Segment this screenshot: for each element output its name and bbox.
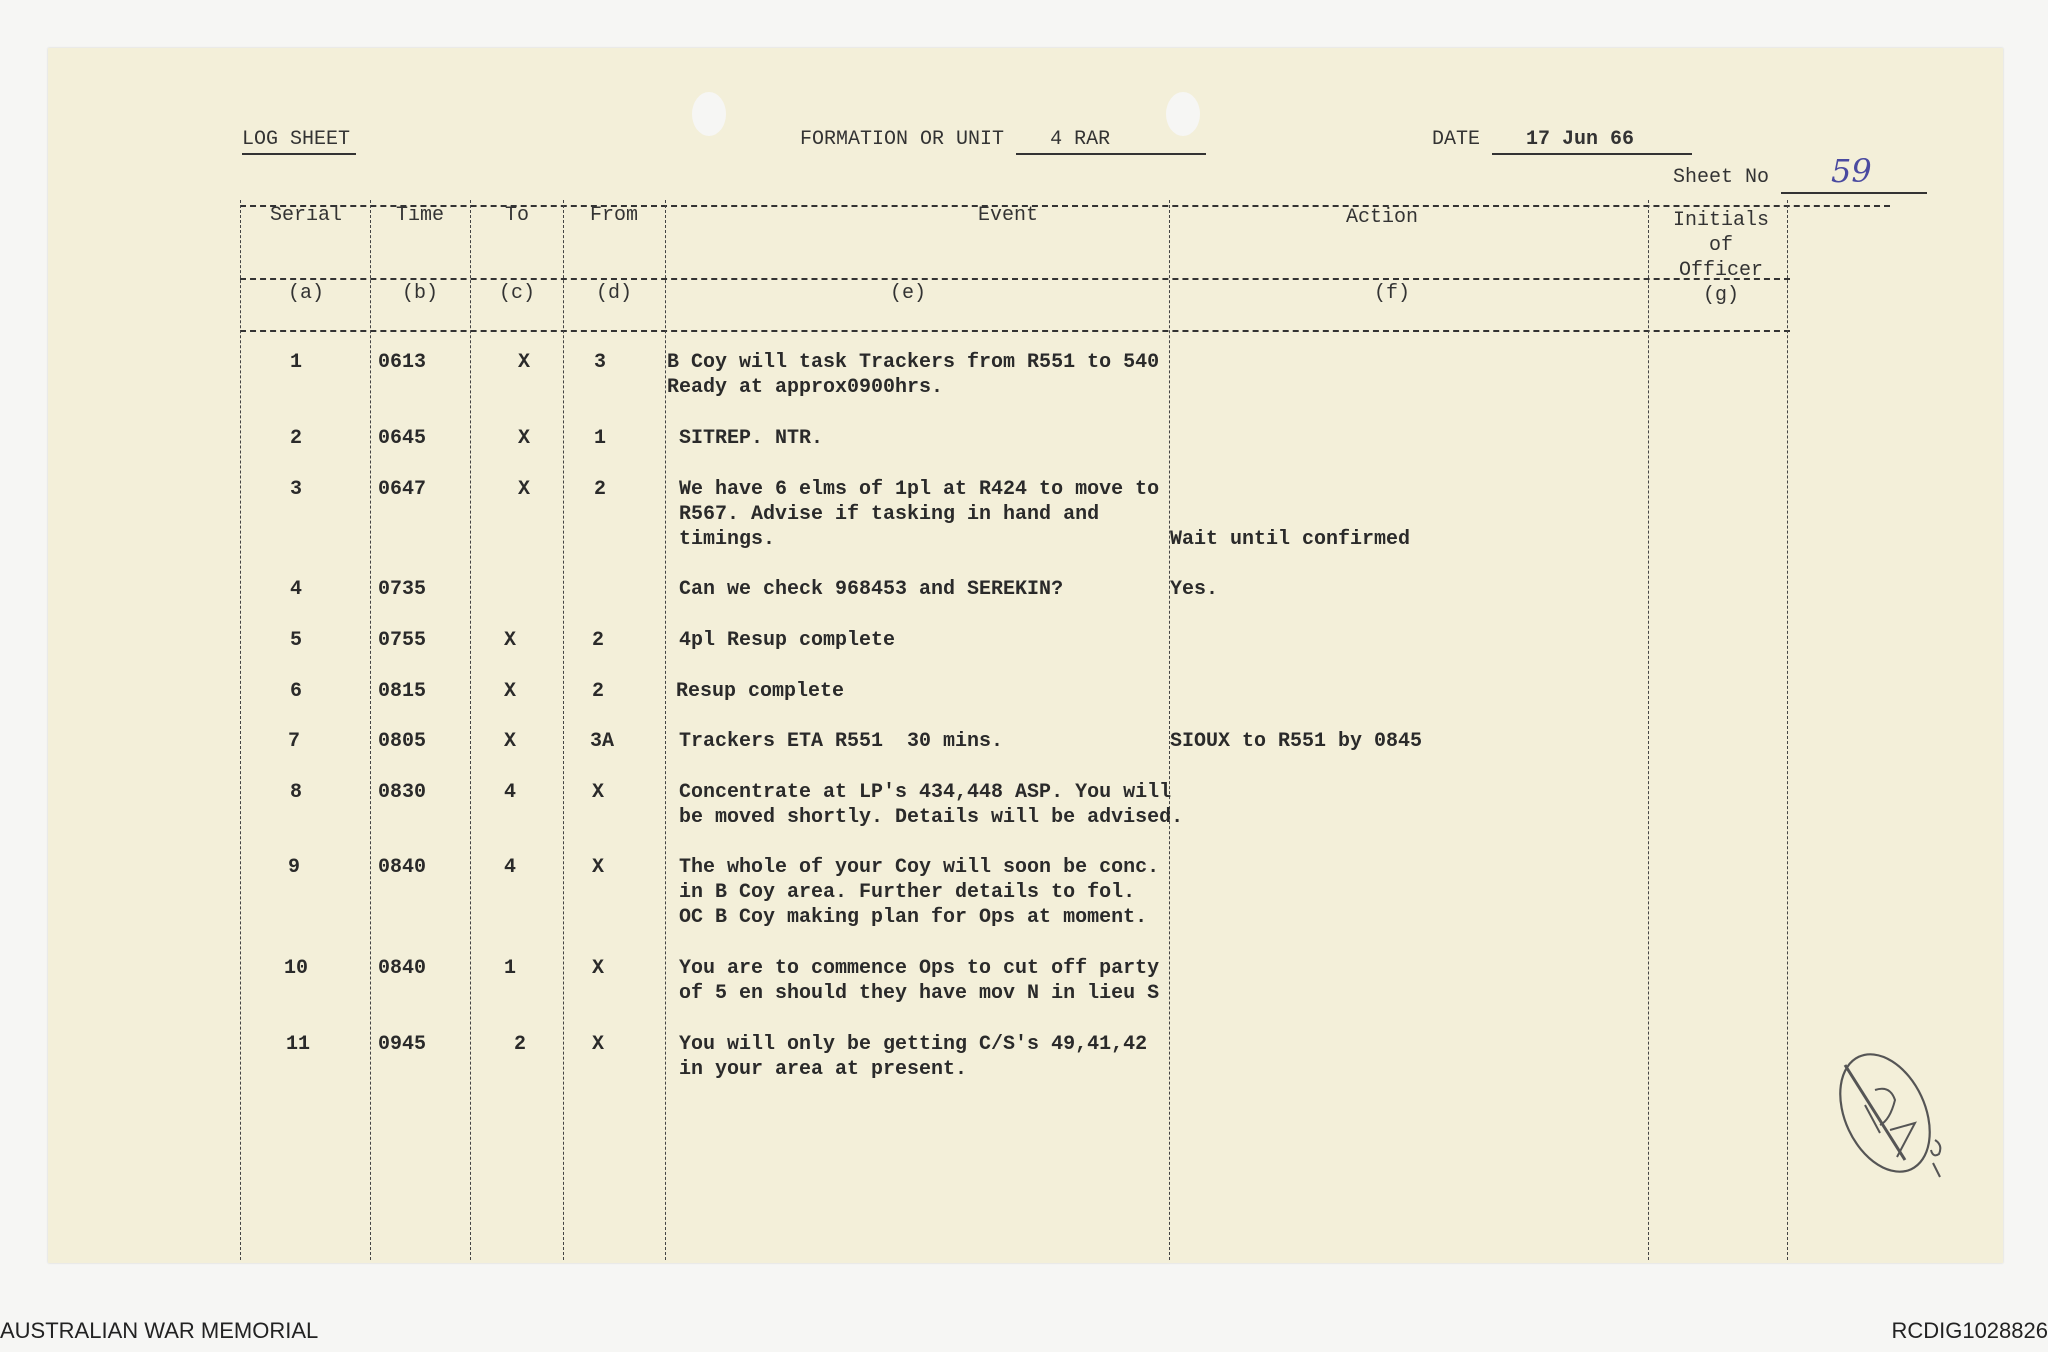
cell-event: You are to commence Ops to cut off party of 5 en should they have mov N in lieu S (679, 957, 1160, 1005)
cell-to: 1 (504, 957, 517, 980)
col-letter: (a) (287, 282, 324, 305)
cell-to: 2 (514, 1033, 527, 1056)
cell-serial: 2 (290, 427, 303, 450)
cell-time: 0830 (378, 781, 427, 804)
col-header-serial: Serial (269, 204, 342, 227)
cell-event: B Coy will task Trackers from R551 to 540 Ready at approx0900hrs. (667, 351, 1160, 399)
col-header-initials-line: Officer (1678, 259, 1763, 282)
cell-event: Trackers ETA R551 30 mins. (667, 730, 1004, 753)
cell-to: 4 (504, 856, 517, 879)
cell-event: Can we check 968453 and SEREKIN? (667, 578, 1064, 601)
formation-value: 4 RAR (1016, 128, 1206, 155)
cell-serial: 8 (290, 781, 303, 804)
cell-to: X (518, 427, 531, 450)
sheet-number-field (1673, 152, 1927, 194)
col-header-to: To (504, 204, 529, 227)
cell-time: 0645 (378, 427, 427, 450)
col-header-initials-line: of (1708, 234, 1733, 257)
cell-serial: 9 (288, 856, 301, 879)
col-letter: (g) (1702, 284, 1739, 307)
cell-from: 1 (594, 427, 607, 450)
cell-serial: 11 (286, 1033, 311, 1056)
col-letter: (e) (889, 282, 926, 305)
cell-event: Resup complete (664, 680, 845, 703)
cell-time: 0647 (378, 478, 427, 501)
cell-serial: 3 (290, 478, 303, 501)
cell-to: X (504, 730, 517, 753)
cell-to: X (518, 478, 531, 501)
pencil-annotation-mark (1835, 1045, 1950, 1180)
column-divider (1787, 200, 1788, 1260)
cell-to: X (504, 680, 517, 703)
cell-from: 2 (592, 629, 605, 652)
cell-from: X (592, 957, 605, 980)
cell-action: SIOUX to R551 by 0845 (1170, 730, 1423, 753)
sheet-number-value: 59 (1831, 152, 1872, 190)
col-letter: (f) (1373, 282, 1410, 305)
col-header-initials-line: Initials (1672, 209, 1769, 232)
cell-from: X (592, 1033, 605, 1056)
col-header-action: Action (1345, 206, 1418, 229)
date-value: 17 Jun 66 (1492, 128, 1692, 155)
cell-event: The whole of your Coy will soon be conc. in B Coy area. Further details to fol. OC B Coy making plan for Ops at moment. (679, 856, 1160, 929)
cell-from: 2 (592, 680, 605, 703)
cell-to: X (518, 351, 531, 374)
cell-from: X (592, 856, 605, 879)
col-header-initials (1660, 208, 1782, 283)
col-header-from: From (589, 204, 638, 227)
column-divider (370, 200, 371, 1260)
column-divider (470, 200, 471, 1260)
column-divider (665, 200, 666, 1260)
cell-action: Yes. (1170, 578, 1219, 601)
column-divider (563, 200, 564, 1260)
date-label: DATE (1432, 128, 1481, 151)
col-header-time: Time (395, 204, 444, 227)
cell-event: We have 6 elms of 1pl at R424 to move to R567. Advise if tasking in hand and timings. (679, 478, 1160, 551)
cell-to: 4 (504, 781, 517, 804)
cell-time: 0755 (378, 629, 427, 652)
cell-from: 3 (594, 351, 607, 374)
cell-serial: 7 (288, 730, 301, 753)
date-field (1432, 128, 1692, 155)
punch-hole (692, 92, 726, 136)
cell-time: 0840 (378, 957, 427, 980)
cell-event: 4pl Resup complete (667, 629, 896, 652)
cell-serial: 6 (290, 680, 303, 703)
header-bottom-rule (240, 330, 1790, 332)
cell-from: 2 (594, 478, 607, 501)
cell-time: 0815 (378, 680, 427, 703)
footer-identifier: RCDIG1028826 (1891, 1318, 2048, 1343)
cell-event: You will only be getting C/S's 49,41,42 in your area at present. (679, 1033, 1148, 1081)
cell-serial: 10 (284, 957, 309, 980)
cell-time: 0735 (378, 578, 427, 601)
cell-serial: 5 (290, 629, 303, 652)
col-letter: (b) (401, 282, 438, 305)
column-divider (240, 200, 241, 1260)
cell-to: X (504, 629, 517, 652)
cell-from: X (592, 781, 605, 804)
formation-label: FORMATION OR UNIT (800, 128, 1005, 151)
col-header-event: Event (977, 204, 1038, 227)
sheet-title: LOG SHEET (242, 128, 356, 155)
cell-action: Wait until confirmed (1170, 528, 1411, 551)
cell-from: 3A (590, 730, 615, 753)
cell-serial: 4 (290, 578, 303, 601)
footer-source: AUSTRALIAN WAR MEMORIAL (0, 1318, 319, 1343)
column-divider (1648, 200, 1649, 1260)
col-letter: (d) (595, 282, 632, 305)
col-letter: (c) (498, 282, 535, 305)
cell-time: 0840 (378, 856, 427, 879)
cell-time: 0613 (378, 351, 427, 374)
header-divider-rule (240, 278, 1790, 280)
cell-time: 0945 (378, 1033, 427, 1056)
sheet-number-label: Sheet No (1673, 166, 1770, 189)
cell-event: SITREP. NTR. (667, 427, 824, 450)
cell-event: Concentrate at LP's 434,448 ASP. You will be moved shortly. Details will be advised. (679, 781, 1184, 829)
cell-serial: 1 (290, 351, 303, 374)
formation-field (800, 128, 1206, 155)
cell-time: 0805 (378, 730, 427, 753)
